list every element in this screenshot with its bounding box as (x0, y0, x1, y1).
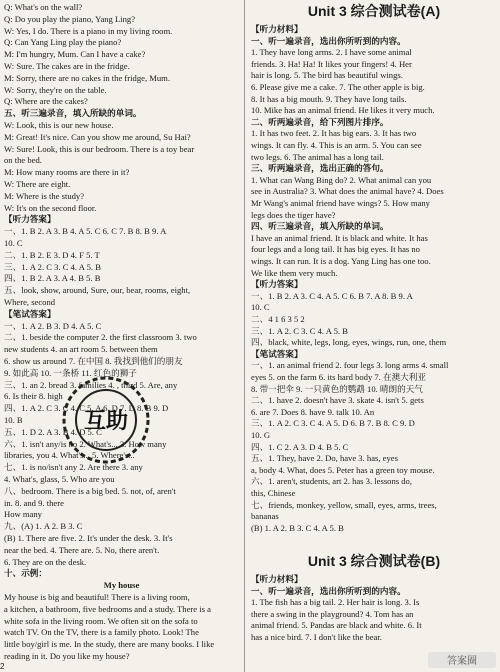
text-line: near the bed. 4. There are. 5. No, there aren't. (4, 544, 160, 555)
text-line: 9. 如此高 10. 一条桥 11. 红色的狮子 (4, 367, 137, 378)
text-line: Q: Do you play the piano, Yang Ling? (4, 13, 136, 24)
svg-text:答案圈: 答案圈 (447, 656, 477, 667)
text-line: W: Sorry, they're on the table. (4, 84, 107, 95)
text-line: 10. G (251, 430, 271, 440)
column-divider (244, 0, 245, 672)
text-line: 6. Is their 8. high (4, 391, 63, 402)
unit-a-title: Unit 3 综合测试卷(A) (307, 3, 441, 19)
text-line: W: Sure. The cakes are in the fridge. (4, 61, 130, 71)
text-line: M: Where is the study? (4, 190, 85, 201)
text-line: 10. C (251, 302, 270, 313)
text-line: libraries, you 4. What's... 5. Where's... (4, 450, 135, 461)
text-line: M: Great! It's nice. Can you show me around, Su Hai? (4, 131, 191, 142)
text-line: 三、1. A 2. C 3. C 4. A 5. B (251, 325, 348, 336)
text-line: 二、1. have 2. doesn't have 3. skate 4. isn't 5. gets (251, 395, 424, 406)
page-number: 2 (0, 662, 5, 671)
text-line: a, body 4. What, does 5. Peter has a green toy mouse. (251, 464, 435, 475)
text-line: four legs and a long tail. It has big eyes. It has no (251, 244, 420, 255)
text-line: 10. B (4, 415, 23, 425)
text-line: 三、1. an 2. bread 3. families 4. , third 5. Are, any (4, 379, 178, 390)
text-line: 七、1. is no/isn't any 2. Are there 3. any (4, 462, 143, 473)
text-line: 6. show us around 7. 在中国 8. 我找到他们的朋友 (4, 356, 183, 366)
text-line: 一、1. B 2. A 3. B 4. A 5. C 6. C 7. B 8. B 9. A (4, 226, 167, 237)
text-line: 1. What can Wang Bing do? 2. What animal can you (251, 174, 432, 185)
text-line: W: Look, this is our new house. (4, 120, 114, 130)
text-line: 1. The fish has a big tail. 2. Her hair is long. 3. Is (251, 597, 420, 608)
text-line: 8. 带一把伞 9. 一只黄色的鹦鹉 10. 晴朗的天气 (251, 383, 423, 394)
text-line: 二、1. B 2. E 3. D 4. F 5. T (4, 249, 100, 260)
text-line: 四、1. A 2. C 3. C 4. C 5. A 6. D 7. D 8. B 9. D (4, 403, 169, 414)
text-line: 10. Mike has an animal friend. He likes it very much. (251, 105, 435, 116)
text-line: wings. It can fly. 4. This is an arm. 5. You can see (251, 140, 422, 150)
text-line: see in Australia? 3. What does the animal have? 4. Does (251, 186, 444, 197)
text-line: little boy/girl is me. In the study, there are many books. I like (4, 639, 215, 650)
text-line: 二、1. beside the computer 2. the first classroom 3. two (4, 332, 197, 343)
text-line: 一、1. an animal friend 2. four legs 3. long arms 4. small (251, 360, 449, 371)
text-line: Q: Can Yang Ling play the piano? (4, 37, 122, 48)
text-line: 1. It has two feet. 2. It has big ears. 3. It has two (251, 128, 417, 139)
text-line: 二、听两遍录音，给下列图片排序。 (251, 116, 389, 127)
text-line: Q: What's on the wall? (4, 2, 83, 12)
text-line: white sofa in the living room. We often sit on the sofa to (4, 615, 198, 626)
text-line: 一、听一遍录音，选出你所听到的内容。 (251, 35, 406, 46)
text-line: two legs. 6. The animal has a long tail. (251, 151, 384, 162)
text-line: M: Sorry, there are no cakes in the fridge, Mum. (4, 72, 171, 83)
text-line: hair is long. 5. The bird has beautiful wings. (251, 70, 403, 81)
text-line: has a nice bird. 7. I don't like the bear. (251, 632, 382, 642)
text-line: 五、look, show, around, Sure, our, bear, rooms, eight, (4, 285, 191, 296)
text-line: 五、1. They, have 2. Do, have 3. has, eyes (251, 453, 398, 464)
text-line: W: Sure! Look, this is our bedroom. There is a toy bear (4, 143, 195, 154)
watermark-logo (428, 650, 496, 670)
text-line: W: There are eight. (4, 179, 71, 189)
text-line: Mr Wang's animal friend have wings? 5. How many (251, 198, 430, 208)
text-line: M: I'm hungry, Mum. Can I have a cake? (4, 49, 146, 60)
text-line: 8. It has a big mouth. 9. They have long tails. (251, 93, 407, 104)
text-line: 六、1. aren't, students, art 2. has 3. lessons do, (251, 476, 412, 487)
text-line: 七、friends, monkey, yellow, small, eyes, arms, trees, (251, 499, 437, 510)
text-line: (B) 1. There are five. 2. It's under the desk. 3. It's (4, 533, 173, 543)
text-line: W: It's on the second floor. (4, 202, 97, 213)
text-line: friends. 3. Ha! Ha! It likes your fingers! 4. Her (251, 58, 412, 69)
text-line: 四、听三遍录音，填入所缺的单词。 (251, 221, 389, 232)
text-line: (B) 1. A 2. B 3. C 4. A 5. B (251, 522, 344, 533)
text-line: 1. They have long arms. 2. I have some animal (251, 47, 412, 58)
text-line: bananas (251, 511, 279, 522)
text-line: I have an animal friend. It is black and white. It has (251, 232, 428, 243)
text-line: 一、听一遍录音，选出你所听到的内容。 (251, 585, 406, 596)
text-line: 五、听三遍录音，填入所缺的单词。 (4, 108, 142, 119)
school-stamp (58, 372, 154, 468)
text-line: 十、示例： (4, 568, 47, 579)
text-line: We like them very much. (251, 267, 338, 278)
text-line: 6. Please give me a cake. 7. The other apple is big. (251, 82, 425, 92)
text-line: 五、1. D 2. A 3. B 4. D 5. C (4, 426, 102, 437)
text-line: wings. It can run. It is a dog. Yang Ling has one too. (251, 256, 431, 266)
text-line: M: How many rooms are there in it? (4, 167, 130, 178)
text-line: 四、1. B 2. A 3. A 4. B 5. B (4, 273, 101, 284)
text-line: eyes 5. on the farm 6. its hard body 7. 在澳大利亚 (251, 372, 426, 382)
text-line: 10. C (4, 238, 23, 248)
text-line: this, Chinese (251, 488, 296, 498)
svg-text:互助: 互助 (83, 409, 129, 434)
text-line: 【听力材料】 (251, 24, 303, 34)
text-line: there a swing in the playground? 4. Tom has an (251, 608, 414, 619)
text-line: 【听力材料】 (251, 574, 303, 584)
text-line: 四、1. C 2. A 3. D 4. B 5. C (251, 441, 349, 452)
text-line: My house is big and beautiful! There is a living room, (4, 592, 190, 602)
unit-b-title: Unit 3 综合测试卷(B) (307, 553, 441, 569)
text-line: new students 4. an art room 5. between them (4, 344, 158, 355)
text-line: reading in it. Do you like my house? (4, 651, 130, 661)
text-line: 【听力答案】 (251, 279, 303, 290)
text-line: My house (103, 580, 140, 591)
text-line: 【笔试答案】 (251, 348, 303, 359)
text-line: 二、4 1 6 3 5 2 (251, 314, 305, 324)
text-line: 六、1. isn't any/is no 2. What's... 3. How many (4, 438, 167, 449)
text-line: 八、bedroom. There is a big bed. 5. not, of, aren't (4, 485, 176, 496)
text-line: a kitchen, a bathroom, five bedrooms and a study. There is a (4, 603, 211, 614)
text-line: 三、听两遍录音，选出正确的答句。 (251, 163, 389, 174)
text-line: 6. They are on the desk. (4, 556, 87, 567)
text-line: 四、black, white, legs, long, eyes, wings, run, one, them (251, 337, 447, 348)
text-line: 一、1. B 2. A 3. C 4. A 5. C 6. B 7. A 8. B 9. A (251, 290, 413, 301)
text-line: 6. are 7. Does 8. have 9. talk 10. An (251, 406, 375, 417)
text-line: 【笔试答案】 (4, 308, 56, 319)
text-line: 三、1. A 2. C 3. C 4. A 5. D 6. B 7. B 8. C 9. D (251, 418, 415, 429)
text-line: watch TV. On the TV, there is a family photo. Look! The (4, 627, 199, 638)
text-line: animal friend. 5. Pandas are black and white. 6. It (251, 620, 422, 631)
text-line: 九、(A) 1. A 2. B 3. C (4, 521, 83, 532)
text-line: W: Yes, I do. There is a piano in my living room. (4, 25, 173, 36)
text-line: on the bed. (4, 155, 42, 166)
text-line: in. 8. and 9. there (4, 497, 64, 508)
text-line: 三、1. A 2. C 3. C 4. A 5. B (4, 261, 101, 272)
text-line: legs does the tiger have? (251, 209, 336, 220)
text-line: How many (4, 509, 42, 520)
text-line: 4. What's, glass, 5. Who are you (4, 474, 115, 484)
text-line: 【听力答案】 (4, 214, 56, 225)
text-line: Q: Where are the cakes? (4, 96, 88, 107)
text-line: Where, second (4, 297, 56, 307)
text-line: 一、1. A 2. B 3. D 4. A 5. C (4, 320, 102, 331)
